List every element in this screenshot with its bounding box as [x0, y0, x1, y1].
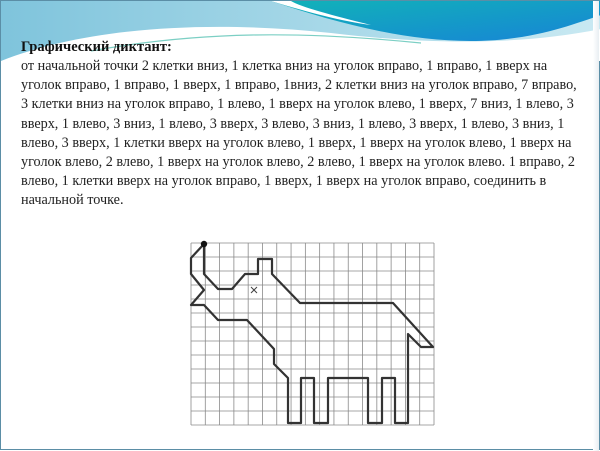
- grid-drawing: [1, 1, 600, 451]
- eye-mark: [251, 287, 257, 293]
- slide-edge-shadow: [593, 1, 599, 451]
- dictation-title: Графический диктант:: [21, 39, 172, 55]
- start-point-dot: [201, 241, 207, 247]
- dictation-instructions: от начальной точки 2 клетки вниз, 1 клетка вниз на уголок вправо, 1 вправо, 1 вверх на уголок вправо, 1 вправо, 1 вверх, 1 вправо, 1вниз, 2 клетки вниз на уголок вправо, 7 вправо, 3 клетки вниз на уголок вправо, 1 влево, 1 вверх на уголок влево, 1 вверх, 7 вниз, 1 влево, 3 вверх, 1 влево, 3 вниз, 1 влево, 3 вверх, 3 влево, 3 вниз, 1 влево, 3 вверх, 1 влево, 3 вниз, 1 влево, 3 вверх, 1 клетки вверх на уголок влево, 1 вверх, 1 вверх на уголок влево, 1 вверх на уголок влево, 2 влево, 1 вверх на уголок влево, 2 влево, 1 вверх на уголок влево. 1 вправо, 2 влево, 1 клетки вверх на уголок вправо, 1 вверх, 1 вверх на уголок вправо, соединить в начальной точке.: [21, 58, 577, 209]
